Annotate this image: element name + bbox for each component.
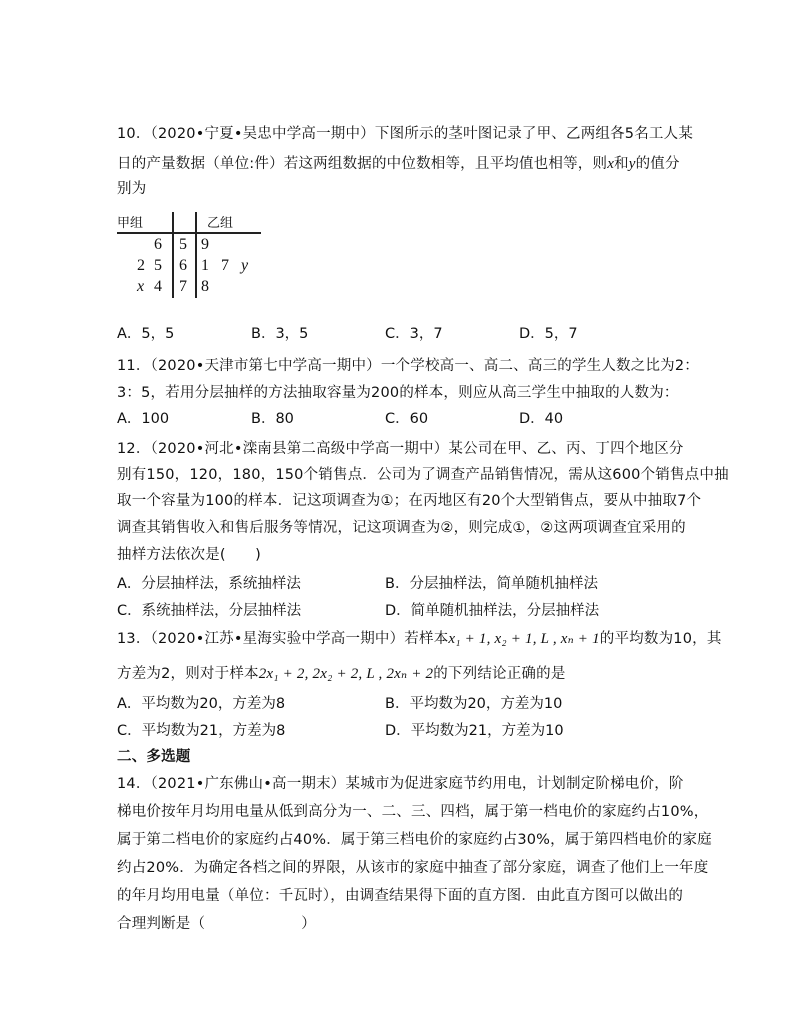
q10-var-x: x xyxy=(607,156,615,172)
q10-line-1: 10．（2020•宁夏•吴忠中学高一期中）下图所示的茎叶图记录了甲、乙两组各5名工人某 xyxy=(117,126,694,142)
q13-option-b[interactable]: B．平均数为20，方差为10 xyxy=(385,696,563,712)
q10-line-2a: 日的产量数据（单位:件）若这两组数据的中位数相等，且平均值也相等，则 xyxy=(117,156,608,172)
q10-line-2b: 和 xyxy=(614,156,629,172)
q11-line-2: 3：5，若用分层抽样的方法抽取容量为200的样本，则应从高三学生中抽取的人数为： xyxy=(117,385,679,401)
stemleaf-left-divider xyxy=(172,212,174,298)
q12-line-5: 抽样方法依次是( ) xyxy=(117,547,262,563)
q14-line-6b: ） xyxy=(301,916,316,932)
stem-leaf-plot xyxy=(117,212,267,302)
q13-option-c[interactable]: C．平均数为21，方差为8 xyxy=(117,723,286,739)
stemleaf-stem: 5 xyxy=(179,236,187,253)
q13-line-2 xyxy=(117,662,566,683)
q11-option-a[interactable]: A．100 xyxy=(117,411,170,427)
q13-line-2b: 的下列结论正确的是 xyxy=(433,666,566,682)
q11-line-1: 11．（2020•天津市第七中学高一期中）一个学校高一、高二、高三的学生人数之比为2： xyxy=(117,358,699,374)
stemleaf-right-leaf: 1 xyxy=(201,257,209,274)
stemleaf-right-leaf-var: y xyxy=(241,257,249,274)
q11-option-d[interactable]: D．40 xyxy=(519,411,564,427)
q12-option-b[interactable]: B．分层抽样法，简单随机抽样法 xyxy=(385,576,598,592)
stemleaf-right-header: 乙组 xyxy=(207,216,234,231)
stemleaf-right-leaf: 8 xyxy=(201,278,209,295)
q12-option-a[interactable]: A．分层抽样法，系统抽样法 xyxy=(117,576,301,592)
q13-line-1b: 的平均数为10，其 xyxy=(599,631,722,647)
stemleaf-header-rule xyxy=(117,232,261,234)
q13-option-d[interactable]: D．平均数为21，方差为10 xyxy=(385,723,564,739)
q12-line-3: 取一个容量为100的样本．记这项调查为①；在丙地区有20个大型销售点，要从中抽取7个 xyxy=(117,493,702,509)
stemleaf-left-leaf: 5 xyxy=(154,257,162,274)
section-title-multi-choice: 二、多选题 xyxy=(117,749,191,765)
q13-line-1 xyxy=(117,627,722,648)
stemleaf-right-divider xyxy=(195,212,197,298)
q12-line-1: 12．（2020•河北•滦南县第二高级中学高一期中）某公司在甲、乙、丙、丁四个地区分 xyxy=(117,441,684,457)
q10-var-y: y xyxy=(628,156,636,172)
q14-line-2: 梯电价按年月均用电量从低到高分为一、二、三、四档，属于第一档电价的家庭约占10%， xyxy=(117,804,709,820)
q14-line-5: 的年月均用电量（单位：千瓦时），由调查结果得下面的直方图．由此直方图可以做出的 xyxy=(117,888,684,904)
stemleaf-left-leaf-var: x xyxy=(137,278,145,295)
stemleaf-left-header: 甲组 xyxy=(117,216,144,231)
q12-option-d[interactable]: D．简单随机抽样法，分层抽样法 xyxy=(385,603,600,619)
q13-line-1a: 13．（2020•江苏•星海实验中学高一期中）若样本 xyxy=(117,631,449,647)
stemleaf-left-leaf: 4 xyxy=(154,278,162,295)
q10-line-3: 别为 xyxy=(117,181,147,197)
q12-line-2: 别有150，120，180，150个销售点．公司为了调查产品销售情况，需从这600个销售点中抽 xyxy=(117,467,729,483)
q14-line-4: 约占20%．为确定各档之间的界限，从该市的家庭中抽查了部分家庭，调查了他们上一年度 xyxy=(117,860,709,876)
q10-line-2 xyxy=(117,152,680,173)
q10-option-b[interactable]: B．3，5 xyxy=(251,326,309,342)
q12-line-4: 调查其销售收入和售后服务等情况，记这项调查为②，则完成①，②这两项调查宜采用的 xyxy=(117,520,686,536)
q13-line-2a: 方差为2，则对于样本 xyxy=(117,666,259,682)
q10-option-d[interactable]: D．5，7 xyxy=(519,326,578,342)
q11-option-c[interactable]: C．60 xyxy=(385,411,429,427)
q10-option-a[interactable]: A．5，5 xyxy=(117,326,175,342)
stemleaf-right-leaf: 9 xyxy=(201,236,209,253)
stemleaf-stem: 7 xyxy=(179,278,187,295)
q12-option-c[interactable]: C．系统抽样法，分层抽样法 xyxy=(117,603,302,619)
q10-option-c[interactable]: C．3，7 xyxy=(385,326,443,342)
q11-option-b[interactable]: B．80 xyxy=(251,411,294,427)
q13-option-a[interactable]: A．平均数为20，方差为8 xyxy=(117,696,286,712)
q14-line-6 xyxy=(117,912,316,933)
q10-line-2c: 的值分 xyxy=(635,156,680,172)
q13-sample-expr: x₁ + 1, x₂ + 1, L , xₙ + 1 xyxy=(448,631,600,647)
q13-sample2-expr: 2x₁ + 2, 2x₂ + 2, L , 2xₙ + 2 xyxy=(258,666,434,682)
q14-line-1: 14．（2021•广东佛山•高一期末）某城市为促进家庭节约用电，计划制定阶梯电价，阶 xyxy=(117,776,684,792)
stemleaf-left-leaf: 2 xyxy=(137,257,145,274)
q14-line-6a: 合理判断是（ xyxy=(117,916,206,932)
stemleaf-left-leaf: 6 xyxy=(154,236,162,253)
q14-line-3: 属于第二档电价的家庭约占40%．属于第三档电价的家庭约占30%，属于第四档电价的家庭 xyxy=(117,832,712,848)
stemleaf-right-leaf: 7 xyxy=(221,257,229,274)
stemleaf-stem: 6 xyxy=(179,257,187,274)
